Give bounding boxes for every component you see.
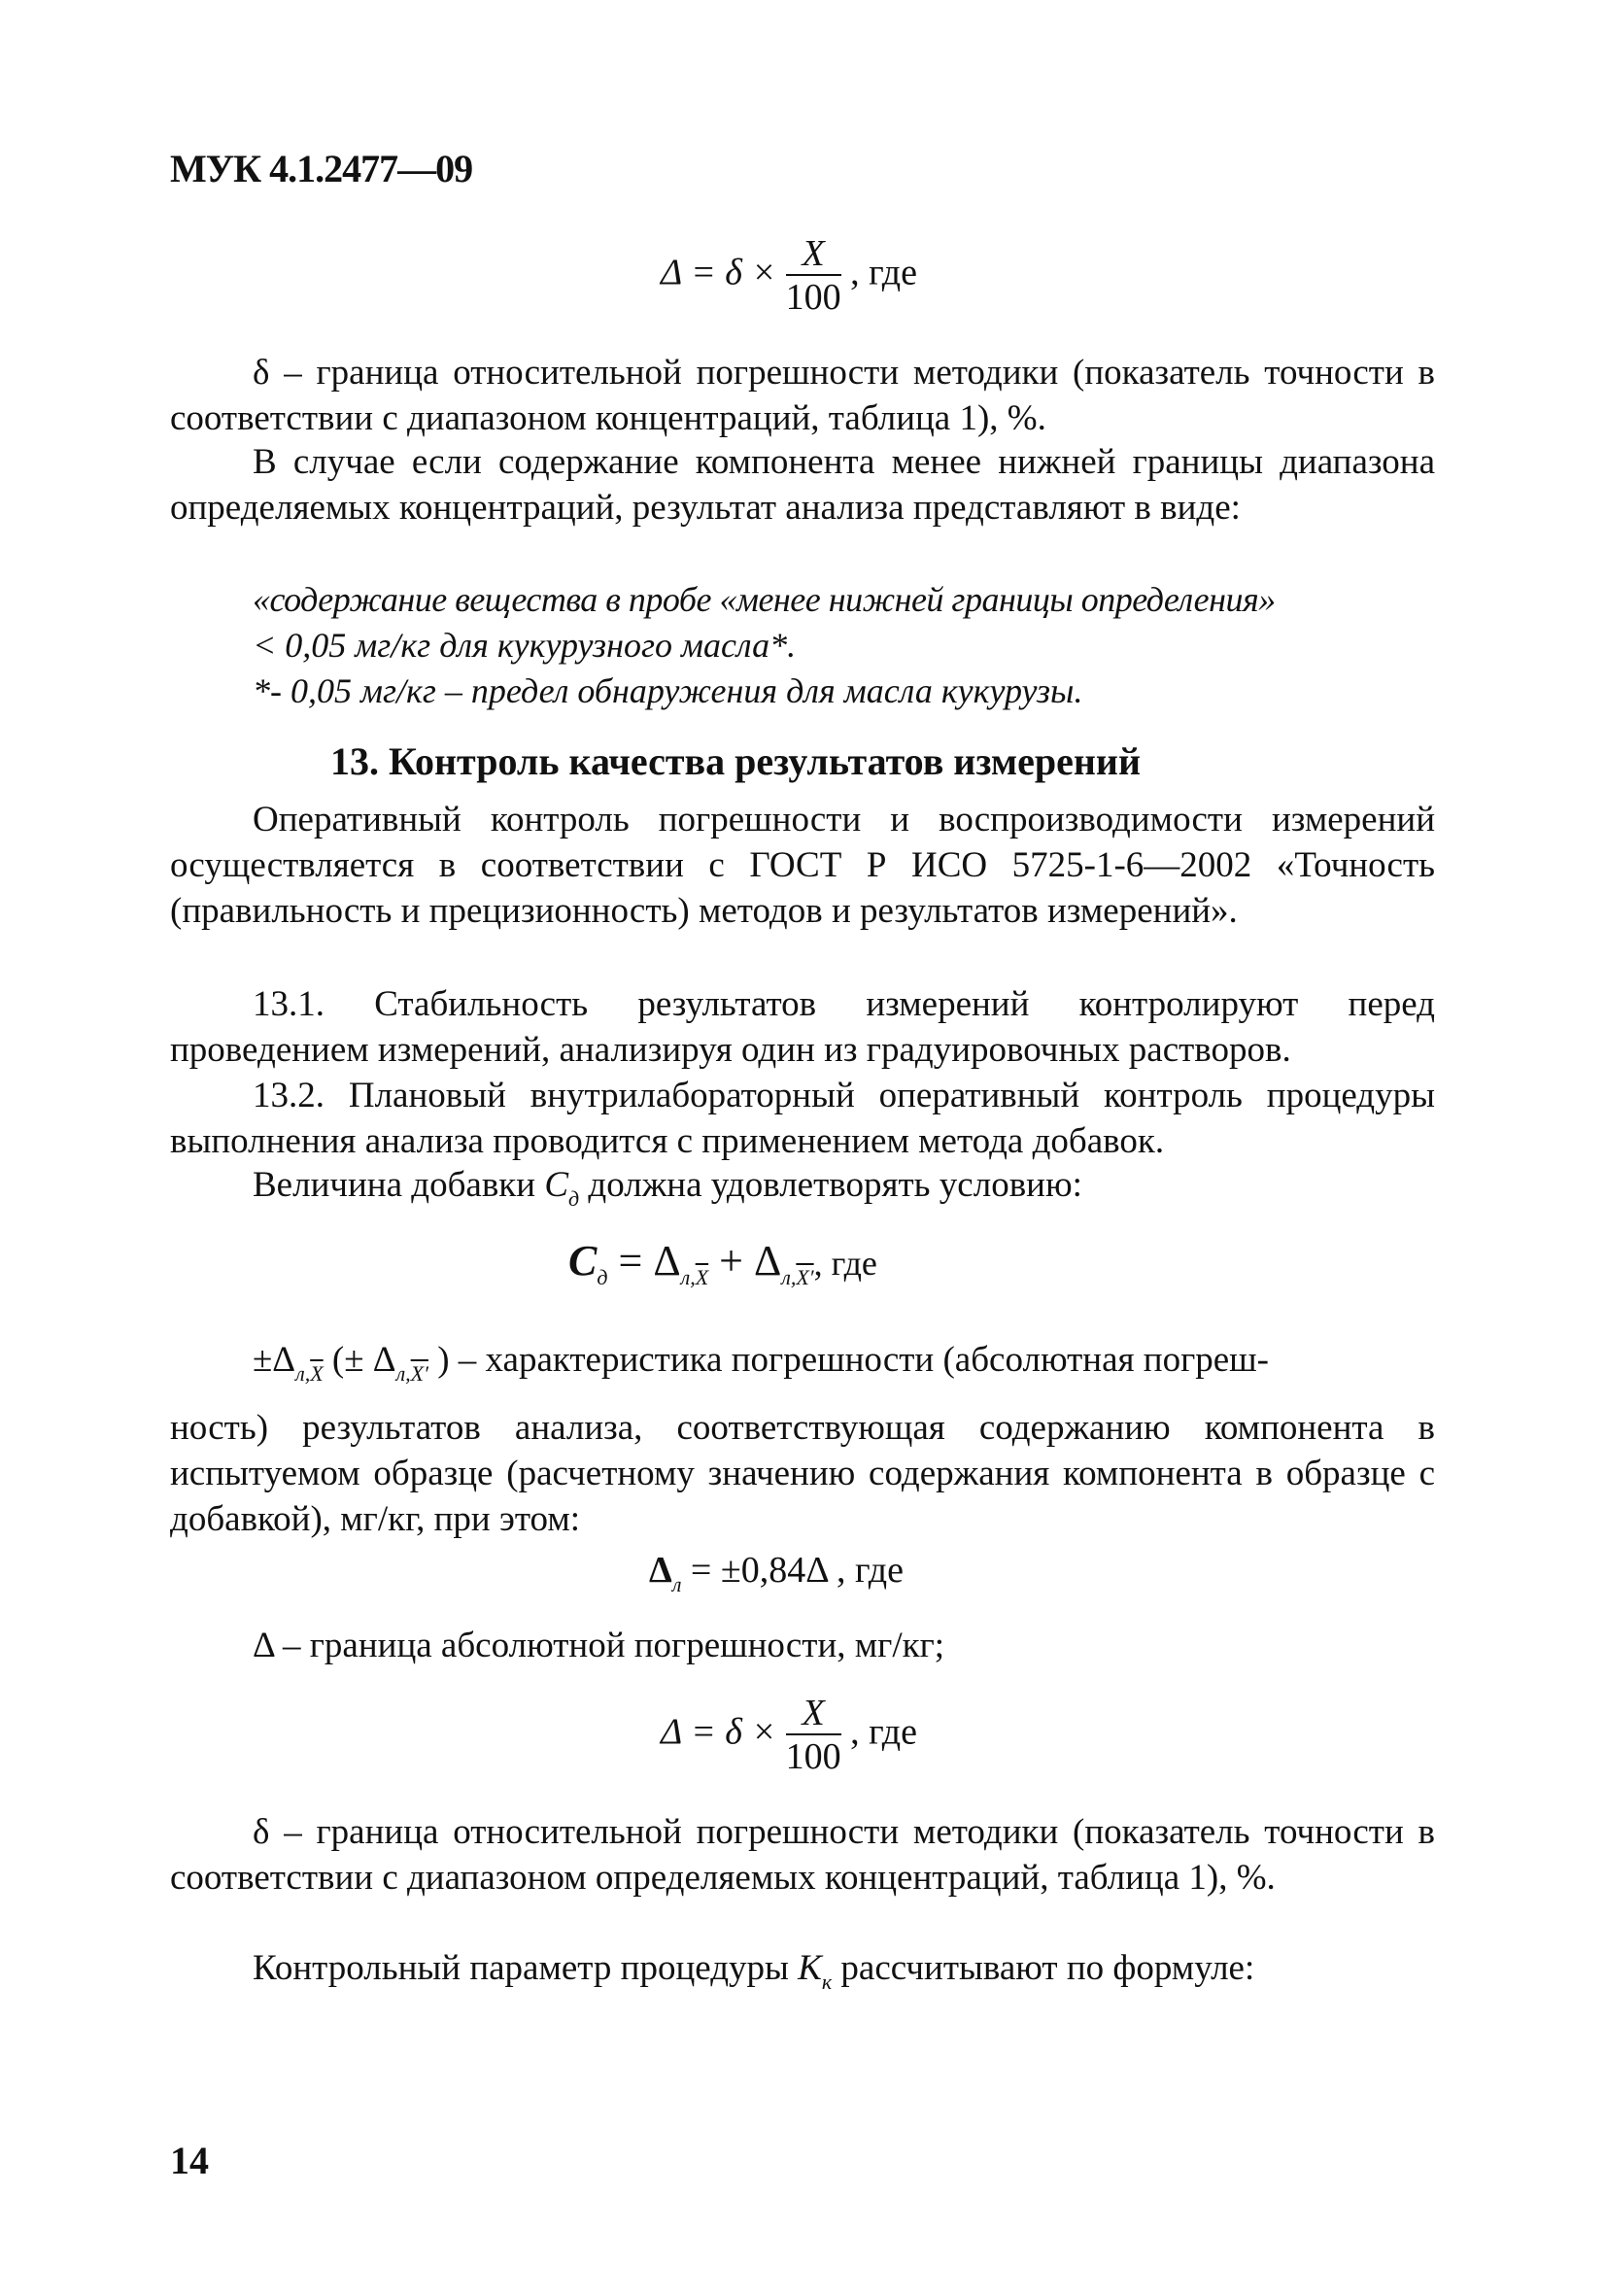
cd-subscript: д xyxy=(597,1265,608,1289)
kk-subscript: к xyxy=(821,1970,833,1994)
paragraph-error-characteristic-cont: ность) результатов анализа, соответствующая содержанию компонента в испытуемом образце (расчетному значению содержания компонента в образце с добавкой), мг/кг, при этом: xyxy=(170,1408,1435,1539)
char-sub1: л, xyxy=(295,1361,311,1386)
paragraph-delta-definition: δ – граница относительной погрешности методики (показатель точности в соответствии с диапазоном концентраций, таблица 1), %. xyxy=(170,353,1435,438)
cd-sub1: л, xyxy=(680,1265,696,1289)
cd-suffix: , где xyxy=(813,1244,877,1283)
formula-delta-l xyxy=(649,1549,904,1597)
cd-x2: X′ xyxy=(796,1265,814,1289)
char-sub2: л, xyxy=(395,1361,411,1386)
kk-post: рассчитывают по формуле: xyxy=(832,1948,1255,1988)
dl-lhs: Δ xyxy=(649,1550,672,1591)
additive-subscript: д xyxy=(568,1186,580,1211)
formula2-fraction xyxy=(786,1693,841,1778)
char-pre: ±Δ xyxy=(253,1340,296,1380)
formula2-lhs: Δ = δ × xyxy=(661,1711,786,1753)
paragraph-error-characteristic xyxy=(253,1339,1269,1387)
formula-cd xyxy=(568,1236,877,1290)
kk-symbol: K xyxy=(798,1948,822,1988)
dl-subscript: л xyxy=(671,1572,682,1596)
cd-eq: = Δ xyxy=(607,1237,681,1285)
char-mid: (± Δ xyxy=(323,1340,396,1380)
cd-plus: + Δ xyxy=(708,1237,782,1285)
additive-post: должна удовлетворять условию: xyxy=(579,1165,1082,1205)
formula-delta-1 xyxy=(661,233,917,319)
cd-sub2: л, xyxy=(781,1265,797,1289)
formula2-suffix: , где xyxy=(850,1711,917,1753)
formula-lhs: Δ = δ × xyxy=(661,252,786,293)
paragraph-delta-definition-2: δ – граница относительной погрешности методики (показатель точности в соответствии с диапазоном определяемых концентраций, таблица 1), %. xyxy=(170,1812,1435,1898)
dl-rhs: = ±0,84Δ , где xyxy=(681,1550,904,1591)
formula-delta-2 xyxy=(661,1693,917,1778)
char-x1: X xyxy=(310,1361,324,1386)
italic-line-1: «содержание вещества в пробе «менее нижней границы определения» xyxy=(253,580,1276,619)
doc-code-header: МУК 4.1.2477—09 xyxy=(170,147,473,190)
formula-suffix: , где xyxy=(850,252,917,293)
kk-pre: Контрольный параметр процедуры xyxy=(253,1948,799,1988)
additive-pre: Величина добавки xyxy=(253,1165,545,1205)
additive-symbol: C xyxy=(544,1165,569,1205)
cd-x1: X xyxy=(695,1265,709,1289)
fraction-numerator: X xyxy=(786,233,841,276)
paragraph-13-1: 13.1. Стабильность результатов измерений контролируют перед проведением измерений, анализируя один из градуировочных растворов. xyxy=(170,984,1435,1070)
formula-fraction xyxy=(786,233,841,319)
section-heading: 13. Контроль качества результатов измерений xyxy=(330,739,1141,783)
paragraph-operative-control: Оперативный контроль погрешности и воспроизводимости измерений осуществляется в соответствии с ГОСТ Р ИСО 5725-1-6—2002 «Точность (правильность и прецизионность) методов и результатов измерений». xyxy=(170,800,1435,931)
fraction2-denominator: 100 xyxy=(785,1736,841,1777)
paragraph-additive xyxy=(253,1164,1082,1212)
char-post: ) – характеристика погрешности (абсолютная погреш- xyxy=(427,1340,1269,1380)
page-number: 14 xyxy=(170,2139,209,2182)
fraction-denominator: 100 xyxy=(785,277,841,318)
italic-line-2: < 0,05 мг/кг для кукурузного масла*. xyxy=(253,626,797,665)
paragraph-low-content-case: В случае если содержание компонента менее нижней границы диапазона определяемых концентраций, результат анализа представляют в виде: xyxy=(170,442,1435,528)
fraction2-numerator: X xyxy=(786,1693,841,1735)
char-x2: X′ xyxy=(410,1361,428,1386)
paragraph-13-2: 13.2. Плановый внутрилабораторный оперативный контроль процедуры выполнения анализа проводится с применением метода добавок. xyxy=(170,1076,1435,1161)
paragraph-kk xyxy=(253,1947,1254,1995)
italic-line-3: *- 0,05 мг/кг – предел обнаружения для масла кукурузы. xyxy=(253,671,1083,710)
cd-symbol: C xyxy=(568,1237,598,1285)
paragraph-abs-error: Δ – граница абсолютной погрешности, мг/кг; xyxy=(253,1626,945,1665)
